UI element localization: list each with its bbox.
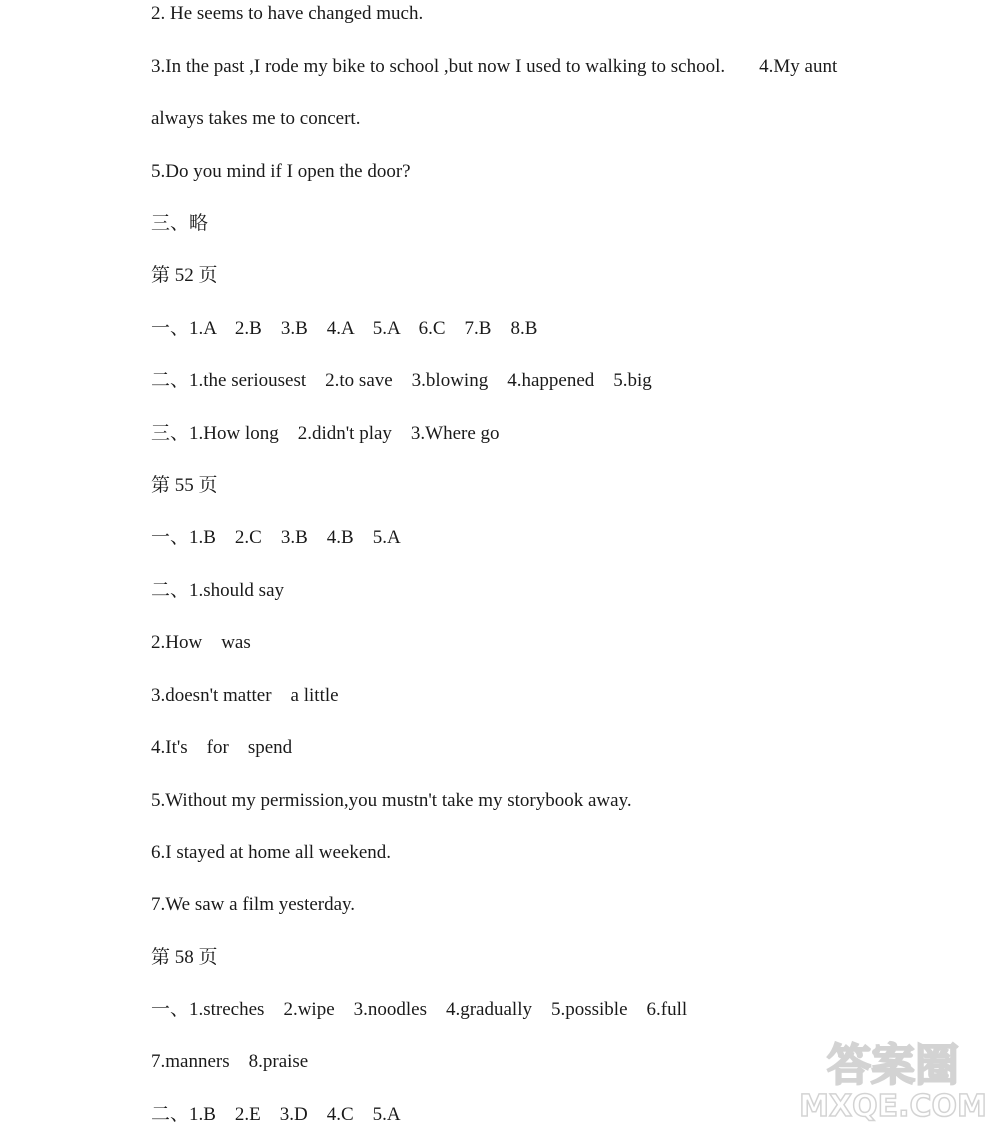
section-heading: 三、略 [151,213,209,234]
page-heading: 第 52 页 [151,265,218,286]
answer-line: 二、1.the seriousest 2.to save 3.blowing 4.happened 5.big [151,370,652,391]
answer-line: 一、1.B 2.C 3.B 4.B 5.A [151,527,401,548]
answer-line: 2.How was [151,632,251,653]
answer-line [151,55,837,79]
answer-line: 5.Do you mind if I open the door? [151,161,411,182]
watermark-top-text: 答案圈 [827,1040,959,1091]
answer-line: always takes me to concert. [151,108,361,129]
answer-text: 3.In the past ,I rode my bike to school ,but now I used to walking to school. [151,56,726,77]
answer-line: 3.doesn't matter a little [151,685,339,706]
answer-line: 2. He seems to have changed much. [151,3,424,24]
answer-line: 三、1.How long 2.didn't play 3.Where go [151,423,500,444]
watermark-bottom-text: MXQE.COM [799,1089,987,1123]
page-heading: 第 55 页 [151,475,218,496]
site-watermark [798,1028,988,1123]
answer-line: 二、1.should say [151,580,285,601]
answer-line: 二、1.B 2.E 3.D 4.C 5.A [151,1104,401,1125]
answer-line: 5.Without my permission,you mustn't take my storybook away. [151,790,632,811]
answer-line: 7.We saw a film yesterday. [151,894,356,915]
answer-line: 一、1.A 2.B 3.B 4.A 5.A 6.C 7.B 8.B [151,318,538,339]
answer-line: 一、1.streches 2.wipe 3.noodles 4.gradually 5.possible 6.full [151,999,688,1020]
answer-line: 7.manners 8.praise [151,1051,309,1072]
answer-line: 4.It's for spend [151,737,293,758]
answer-text: 4.My aunt [759,56,838,77]
answer-line: 6.I stayed at home all weekend. [151,842,392,863]
page-heading: 第 58 页 [151,947,218,968]
